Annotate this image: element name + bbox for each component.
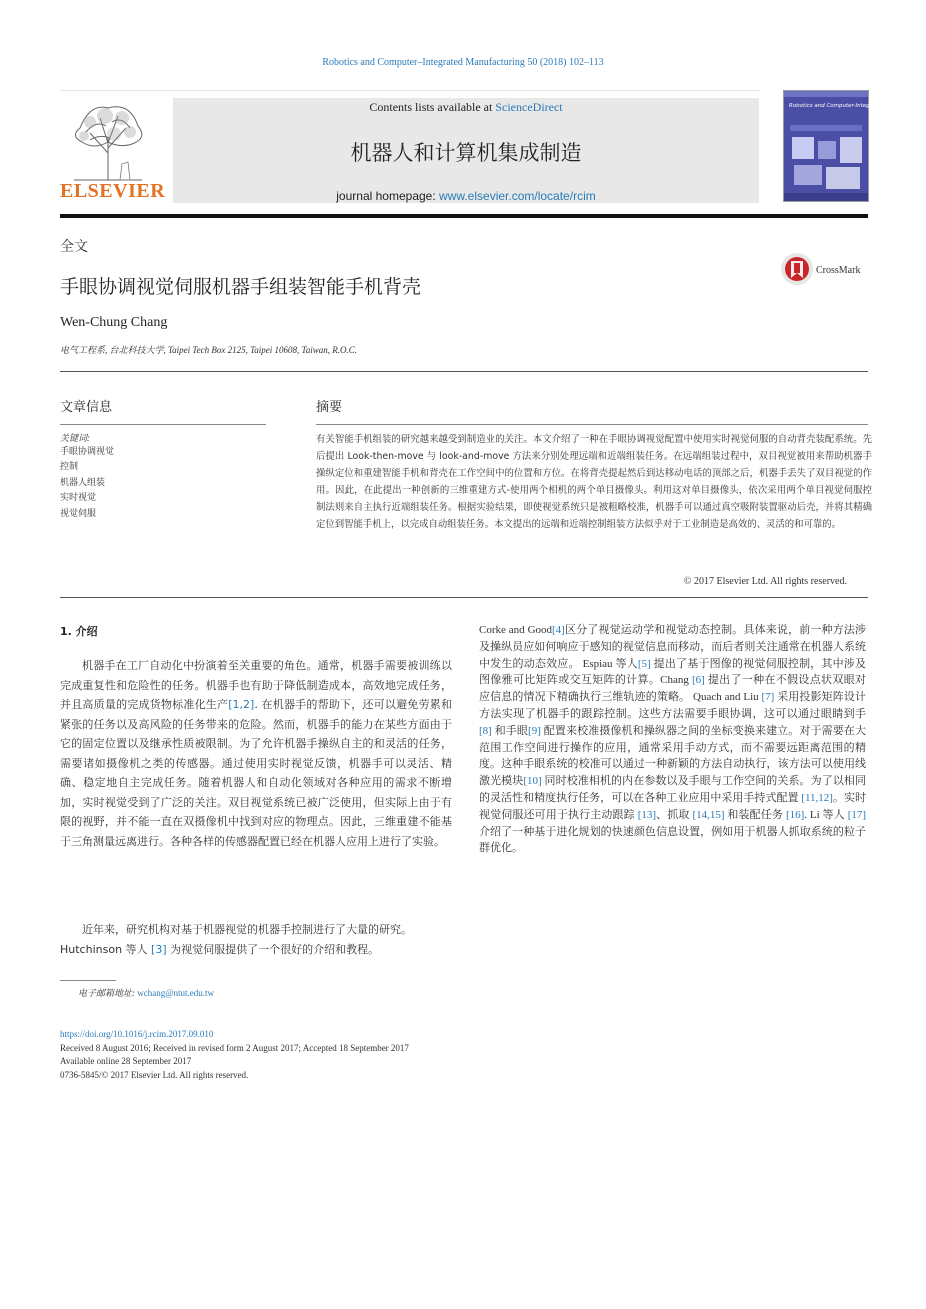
abstract-text: 有关智能手机组装的研究越来越受到制造业的关注。本文介绍了一种在手眼协调视觉配置中使用实时视觉伺服的自动背壳装配系统。先后提出 Look-then-move 与 look-and-move 方法来分别处理远端和近端组装任务。在远端组装过程中，双目视觉被用来帮助机器手操纵定位和重建智能手机和背壳在工作空间中的位置和方位。在将背壳提起然后到达移动电话的顶部之后，机器手丢失了双目视觉的作用。因此，在此提出一种创新的三维重建方式-使用两个相机的两个单目摄像头。利用这对单目摄像头，依次采用两个单目视觉伺服控制法则来自主执行近端组装任务。根据实验结果，即使视觉系统只是被粗略校准，机器手可以通过真空吸附装置驱动后壳，并将其精确定位到智能手机上，以完成自动组装任务。本文提出的远端和近端控制组装方法似乎对于工业制造是高效的、灵活的和可靠的。	[316, 434, 872, 530]
paragraph-text: 同时校准相机的内在参数以及手眼与工作空间的关系。为了以相同的灵活性和精度执行任务，可以在各种工业应用中采用手持式配置	[479, 775, 867, 804]
keyword: 实时视觉	[60, 493, 97, 504]
keywords-label: 关键词:	[60, 434, 91, 444]
homepage-link[interactable]: www.elsevier.com/locate/rcim	[439, 189, 596, 203]
publisher-name: ELSEVIER	[60, 180, 166, 202]
journal-cover-art-icon	[784, 91, 926, 201]
keyword: 手眼协调视觉	[60, 447, 115, 457]
article-info-divider	[60, 424, 266, 425]
paragraph-text: 近年来，研究机构对基于机器视觉的机器手控制进行了大量的研究。Hutchinson 等人	[60, 923, 412, 956]
paragraph-text: 和手眼	[491, 724, 529, 737]
footnote-divider	[60, 980, 116, 981]
keyword: 控制	[60, 462, 79, 473]
body-paragraph	[60, 920, 460, 959]
crossmark-icon	[780, 252, 870, 286]
article-info-heading: 文章信息	[60, 400, 113, 415]
header-thick-rule	[60, 214, 868, 218]
paragraph-text: 提出了基于图像的视觉伺服控制，其中涉及图像雅可比矩阵或交互矩阵的计算。Chang	[479, 657, 866, 687]
elsevier-tree-icon	[60, 98, 156, 182]
contents-prefix: Contents lists available at	[369, 100, 496, 114]
body-paragraph	[60, 656, 452, 851]
body-paragraph-right	[479, 622, 866, 857]
citation-link[interactable]: [6]	[691, 674, 705, 687]
section-heading: 1. 介绍	[60, 625, 98, 638]
cover-title: Robotics and Computer-Integrated Manufacturing	[789, 103, 926, 109]
paragraph-text: 。实时视觉伺服还可用于执行主动跟踪	[479, 791, 867, 821]
abstract-heading: 摘要	[316, 400, 343, 415]
paragraph-text: 为视觉伺服提供了一个很好的介绍和教程。	[166, 942, 380, 956]
citation-link[interactable]: [7]	[761, 691, 775, 704]
author-affiliation: 电气工程系, 台北科技大学, Taipei Tech Box 2125, Taipei 10608, Taiwan, R.O.C.	[60, 345, 357, 355]
citation-link[interactable]: [14,15]	[692, 808, 725, 821]
paragraph-text: . 在机器手的帮助下，还可以避免劳累和紧张的任务以及高风险的任务带来的危险。然而，机器手的能力在某些方面由于它的固定位置以及继承性质被限制。为了允许机器手操纵自主的和灵活的任务，需要诸如摄像机之类的传感器。通过使用实时视觉反馈，机器手可以灵活、精确、稳定地自主完成任务。随着机器人和自动化领域对各种应用的需求不断增加，实时视觉受到了广泛的关注。双目视觉系统已被广泛使用，但实际上由于有限的视野，并不能一直在双摄像机中找到对应的物理点。因此，三维重建不能基于三角测量远离进行。各种各样的传感器配置已经在机器人应用上进行了实验。	[60, 698, 452, 848]
author-name[interactable]: Wen-Chung Chang	[60, 315, 168, 330]
citation-link[interactable]: [17]	[847, 808, 867, 821]
contents-line	[173, 100, 759, 115]
abstract-divider	[316, 424, 868, 425]
journal-name: 机器人和计算机集成制造	[350, 141, 582, 165]
email-label: 电子邮箱地址:	[78, 988, 135, 998]
doi-link[interactable]: https://doi.org/10.1016/j.rcim.2017.09.010	[60, 1029, 214, 1039]
issn-copyright: 0736-5845/© 2017 Elsevier Ltd. All rights reserved.	[60, 1069, 249, 1080]
paragraph-text: 机器手在工厂自动化中扮演着至关重要的角色。通常，机器手需要被训练以完成重复性和危险性的任务。机器手也有助于降低制造成本，高效地完成任务，并且高质量的完成货物标准化生产	[60, 659, 452, 711]
section-divider	[60, 597, 868, 598]
footnote	[78, 986, 214, 999]
paragraph-text: . Li 等人	[804, 808, 848, 821]
available-online: Available online 28 September 2017	[60, 1056, 192, 1066]
keywords-list	[60, 445, 114, 522]
paragraph-text: Corke and Good	[479, 624, 553, 636]
citation-link[interactable]: [8]	[479, 724, 492, 737]
article-title: 手眼协调视觉伺服机器手组装智能手机背壳	[60, 276, 422, 298]
citation-link[interactable]: [11,12]	[801, 791, 833, 804]
keyword: 机器人组装	[60, 477, 106, 488]
citation-link[interactable]: [16]	[785, 808, 805, 821]
journal-cover-thumbnail[interactable]	[783, 90, 926, 202]
sciencedirect-link[interactable]: ScienceDirect	[495, 100, 563, 114]
homepage-prefix: journal homepage:	[336, 189, 440, 203]
citation-link[interactable]: [4]	[552, 624, 565, 636]
paragraph-text: 、抓取	[656, 808, 693, 821]
article-metadata	[60, 1028, 409, 1082]
email-link[interactable]: wchang@ntut.edu.tw	[137, 988, 215, 998]
journal-homepage	[173, 189, 759, 203]
paragraph-text: 区分了视觉运动学和视觉动态控制。具体来说，前一种方法涉及操纵员应如何响应于感知的视觉信息而移动，而后者则关注通常在机器人系统中发生的动态效应。 Espiau 等人	[479, 624, 866, 670]
crossmark-label: CrossMark	[816, 265, 861, 276]
citation-link[interactable]: [13]	[637, 808, 657, 821]
paragraph-text: 和装配任务	[724, 808, 786, 821]
section-divider	[60, 371, 868, 372]
keyword: 视觉伺服	[60, 508, 97, 519]
article-type: 全文	[60, 239, 88, 255]
paragraph-text: 提出了一种在不假设点状双眼对应信息的情况下精确执行三维轨迹的策略。 Quach and Liu	[479, 674, 867, 704]
journal-reference[interactable]: Robotics and Computer–Integrated Manufacturing 50 (2018) 102–113	[322, 57, 604, 68]
crossmark-badge[interactable]	[780, 252, 870, 286]
paragraph-text: 采用投影矩阵设计方法实现了机器手的跟踪控制。这些方法需要手眼协调，这可以通过眼睛到手	[479, 691, 866, 720]
paragraph-text: 介绍了一种基于进化规划的快速颜色信息设置，例如用于机器人抓取系统的粒子群优化。	[479, 825, 866, 855]
citation-link[interactable]: [10]	[523, 775, 542, 788]
paragraph-text: 配置来校准摄像机和操纵器之间的坐标变换来建立。对于需要在大范围工作空间进行操作的应用，通常采用手动方式，而不需要远距离范围的精度。这种手眼系统的校准可以通过一种新颖的方法自动执行，该方法可以使用线激光模块	[479, 724, 867, 788]
citation-link[interactable]: [1,2]	[228, 698, 255, 711]
received-dates: Received 8 August 2016; Received in revised form 2 August 2017; Accepted 18 September 2017	[60, 1042, 409, 1053]
citation-link[interactable]: [5]	[637, 657, 651, 670]
citation-link[interactable]: [9]	[528, 724, 541, 737]
citation-link[interactable]: [3]	[151, 942, 167, 956]
abstract-copyright: © 2017 Elsevier Ltd. All rights reserved.	[683, 576, 847, 587]
header-divider	[60, 90, 760, 91]
